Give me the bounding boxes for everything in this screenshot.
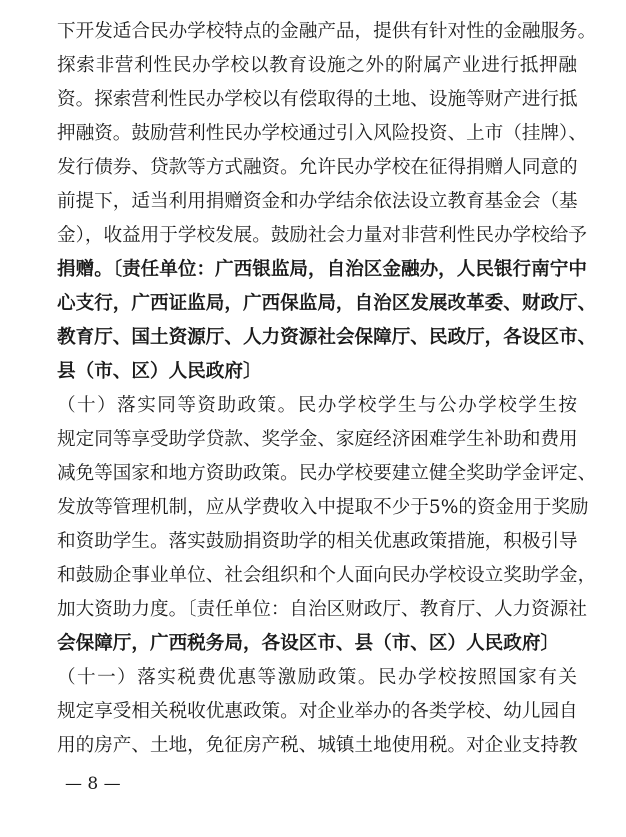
text-line-11: 县（市、区）人民政府〕 (57, 361, 262, 382)
text-line-20: （十一）落实税费优惠等激励政策。民办学校按照国家有关 (57, 667, 577, 688)
text-line-18: 加大资助力度。〔责任单位：自治区财政厅、教育厅、人力资源社 (57, 599, 587, 620)
text-line-4: 押融资。鼓励营利性民办学校通过引入风险投资、上市（挂牌）、 (57, 123, 587, 144)
text-line-10: 教育厅、国土资源厅、人力资源社会保障厅、民政厅，各设区市、 (57, 327, 597, 348)
text-line-14: 减免等国家和地方资助政策。民办学校要建立健全奖助学金评定、 (57, 463, 597, 484)
text-line-12: （十）落实同等资助政策。民办学校学生与公办学校学生按 (57, 395, 577, 416)
text-line-15: 发放等管理机制，应从学费收入中提取不少于5%的资金用于奖励 (57, 497, 589, 518)
text-line-16: 和资助学生。落实鼓励捐资助学的相关优惠政策措施，积极引导 (57, 531, 578, 552)
text-line-5: 发行债券、贷款等方式融资。允许民办学校在征得捐赠人同意的 (57, 157, 578, 178)
text-line-7: 金），收益用于学校发展。鼓励社会力量对非营利性民办学校给予 (57, 225, 587, 246)
text-line-2: 探索非营利性民办学校以教育设施之外的附属产业进行抵押融 (57, 55, 577, 76)
text-line-3: 资。探索营利性民办学校以有偿取得的土地、设施等财产进行抵 (57, 89, 578, 110)
text-line-1: 下开发适合民办学校特点的金融产品，提供有针对性的金融服务。 (57, 21, 597, 42)
text-line-9: 心支行，广西证监局，广西保监局，自治区发展改革委、财政厅、 (57, 293, 597, 314)
text-line-13: 规定同等享受助学贷款、奖学金、家庭经济困难学生补助和费用 (57, 429, 578, 450)
page-number: — 8 — (65, 774, 121, 794)
text-line-6: 前提下，适当利用捐赠资金和办学结余依法设立教育基金会（基 (57, 191, 578, 212)
text-line-17: 和鼓励企事业单位、社会组织和个人面向民办学校设立奖助学金， (57, 565, 597, 586)
text-line-22: 用的房产、土地，免征房产税、城镇土地使用税。对企业支持教 (57, 735, 578, 756)
text-line-8: 捐赠。〔责任单位：广西银监局，自治区金融办，人民银行南宁中 (57, 259, 587, 280)
text-line-19: 会保障厅，广西税务局，各设区市、县（市、区）人民政府〕 (57, 633, 560, 654)
text-line-21: 规定享受相关税收优惠政策。对企业举办的各类学校、幼儿园自 (57, 701, 578, 722)
